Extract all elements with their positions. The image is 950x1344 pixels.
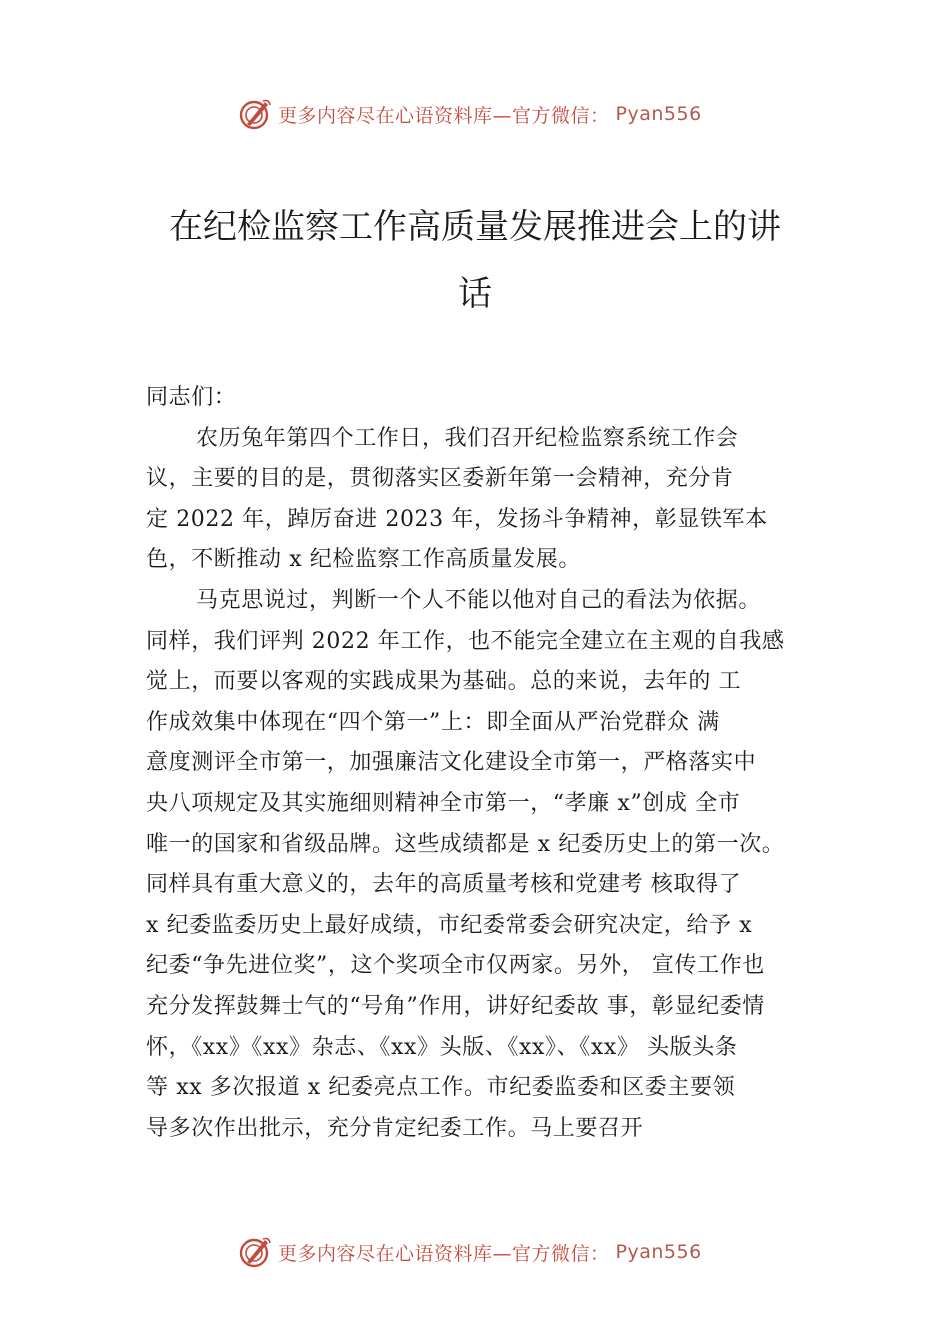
document-title-line-1: 在纪检监察工作高质量发展推进会上的讲 xyxy=(169,207,781,247)
footer-watermark xyxy=(238,1234,702,1270)
paragraph-2-line: 意度测评全市第一，加强廉洁文化建设全市第一，严格落实中 xyxy=(146,750,757,776)
salutation: 同志们： xyxy=(146,385,237,410)
paragraph-2-line: 同样具有重大意义的，去年的高质量考核和党建考 核取得了 xyxy=(146,872,742,898)
paragraph-2-line: 同样，我们评判 2022 年工作，也不能完全建立在主观的自我感 xyxy=(146,628,785,654)
watermark-text: 更多内容尽在心语资料库—官方微信： xyxy=(278,1242,610,1265)
paragraph-2-line: 怀，《xx》《xx》杂志、《xx》头版、《xx》、《xx》 头版头条 xyxy=(146,1034,738,1060)
paragraph-2-line: 导多次作出批示，充分肯定纪委工作。马上要召开 xyxy=(146,1115,644,1141)
paragraph-2-line: 作成效集中体现在“四个第一”上：即全面从严治党群众 满 xyxy=(146,709,720,735)
quill-seal-icon xyxy=(238,1235,272,1269)
paragraph-1-line: 色，不断推动 x 纪检监察工作高质量发展。 xyxy=(146,547,581,573)
watermark-wechat-id: Pyan556 xyxy=(615,1241,702,1263)
watermark-text: 更多内容尽在心语资料库—官方微信： xyxy=(278,104,610,127)
paragraph-2-line: 充分发挥鼓舞士气的“号角”作用，讲好纪委故 事，彰显纪委情 xyxy=(146,993,765,1019)
quill-seal-icon xyxy=(238,97,272,131)
paragraph-1-line: 农历兔年第四个工作日，我们召开纪检监察系统工作会 xyxy=(196,425,739,451)
paragraph-2-line: x 纪委监委历史上最好成绩，市纪委常委会研究决定，给予 x xyxy=(146,912,753,938)
document-body xyxy=(146,378,850,1149)
paragraph-2-line: 纪委“争先进位奖”，这个奖项全市仅两家。另外， 宣传工作也 xyxy=(146,953,765,979)
paragraph-2-line: 觉上，而要以客观的实践成果为基础。总的来说，去年的 工 xyxy=(146,669,742,695)
paragraph-1-line: 议，主要的目的是，贯彻落实区委新年第一会精神，充分肯 xyxy=(146,466,734,492)
header-watermark xyxy=(238,96,702,132)
paragraph-1-line: 定 2022 年，踔厉奋进 2023 年，发扬斗争精神，彰显铁军本 xyxy=(146,506,768,532)
paragraph-2-line: 央八项规定及其实施细则精神全市第一，“孝廉 x”创成 全市 xyxy=(146,790,741,816)
watermark-wechat-id: Pyan556 xyxy=(615,103,702,125)
paragraph-2-line: 唯一的国家和省级品牌。这些成绩都是 x 纪委历史上的第一次。 xyxy=(146,831,785,857)
paragraph-2-line: 等 xx 多次报道 x 纪委亮点工作。市纪委监委和区委主要领 xyxy=(146,1075,736,1101)
document-title-line-2: 话 xyxy=(458,274,492,314)
paragraph-2-line: 马克思说过，判断一个人不能以他对自己的看法为依据。 xyxy=(196,587,762,613)
